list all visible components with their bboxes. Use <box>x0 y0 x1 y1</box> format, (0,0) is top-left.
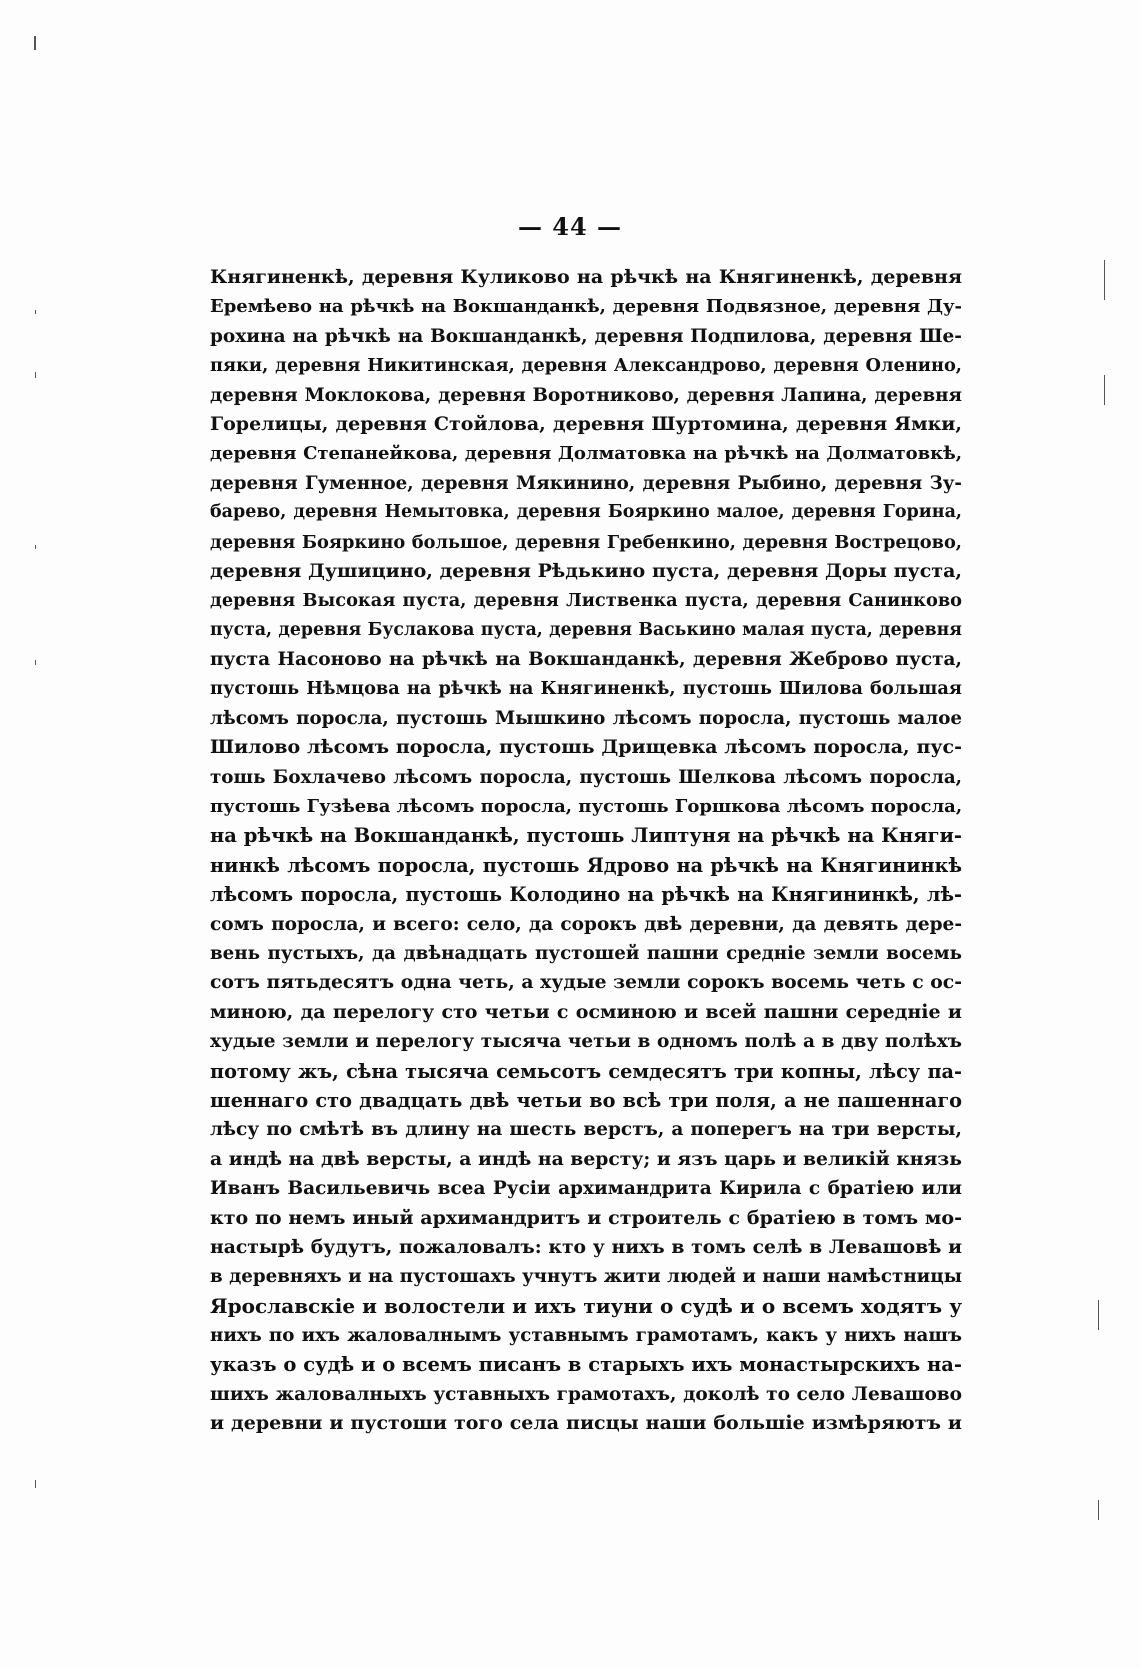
text-line: настырѣ будутъ, пожаловалъ: кто у нихъ в томъ селѣ в Левашовѣ и <box>210 1235 962 1258</box>
text-line: пуста Насоново на рѣчкѣ на Вокшанданкѣ, деревня Жеброво пуста, <box>210 649 962 671</box>
text-line: деревня Моклокова, деревня Воротниково, деревня Лапина, деревня <box>210 384 962 406</box>
scan-mark <box>35 372 36 378</box>
text-line: Княгиненкѣ, деревня Куликово на рѣчкѣ на Княгиненкѣ, деревня <box>210 266 962 288</box>
text-line: и деревни и пустоши того села писцы наши большіе измѣряютъ и <box>210 1412 962 1435</box>
text-line: кто по немъ иный архимандритъ и строитель с братіею в томъ мо- <box>210 1206 962 1229</box>
text-line: пуста, деревня Буслакова пуста, деревня Васькино малая пуста, деревня <box>210 619 962 640</box>
text-line: пустошь Нѣмцова на рѣчкѣ на Княгиненкѣ, пустошь Шилова большая <box>210 678 962 700</box>
text-line: тошь Бохлачево лѣсомъ поросла, пустошь Шелкова лѣсомъ поросла, <box>210 766 962 788</box>
text-line: пустошь Гузѣева лѣсомъ поросла, пустошь Горшкова лѣсомъ поросла, <box>210 796 962 818</box>
text-line: деревня Гуменное, деревня Мякинино, деревня Рыбино, деревня Зу- <box>210 472 962 494</box>
text-line: пяки, деревня Никитинская, деревня Александрово, деревня Оленино, <box>210 355 962 377</box>
text-line: Шилово лѣсомъ поросла, пустошь Дрищевка лѣсомъ поросла, пус- <box>210 736 962 759</box>
text-line: деревня Высокая пуста, деревня Лиственка пуста, деревня Санинково <box>210 590 962 612</box>
text-line: Горелицы, деревня Стойлова, деревня Шуртомина, деревня Ямки, <box>210 412 962 435</box>
text-line: сотъ пятьдесятъ одна четь, а худые земли сорокъ восемь четь с ос- <box>210 971 962 994</box>
text-line: рохина на рѣчкѣ на Вокшанданкѣ, деревня Подпилова, деревня Ше- <box>210 325 962 347</box>
text-line: вень пустыхъ, да двѣнадцать пустошей пашни средніе земли восемь <box>210 942 962 964</box>
text-line: Еремѣево на рѣчкѣ на Вокшанданкѣ, деревня Подвязное, деревня Ду- <box>210 296 962 318</box>
body-text <box>210 263 962 1439</box>
scan-mark <box>1098 1300 1099 1330</box>
scan-mark <box>35 660 36 665</box>
scan-mark <box>1104 260 1105 300</box>
text-line: в деревняхъ и на пустошахъ учнутъ жити людей и наши намѣстницы <box>210 1266 962 1288</box>
text-line: Ярославскіе и волостели и ихъ тиуни о судѣ и о всемъ ходятъ у <box>210 1293 962 1318</box>
text-line: деревня Душицино, деревня Рѣдькино пуста, деревня Доры пуста, <box>210 559 962 582</box>
text-line: барево, деревня Немытовка, деревня Бояркино малое, деревня Горина, <box>210 502 962 523</box>
scan-mark <box>35 310 36 314</box>
scan-mark <box>35 545 36 549</box>
text-line: деревня Степанейкова, деревня Долматовка на рѣчкѣ на Долматовкѣ, <box>210 443 962 465</box>
scan-mark <box>34 36 36 50</box>
text-line: лѣсу по смѣтѣ въ длину на шесть верстъ, а поперегъ на три версты, <box>210 1119 962 1141</box>
text-line: а индѣ на двѣ версты, а индѣ на версту; и язъ царь и великій князь <box>210 1147 962 1170</box>
text-line: деревня Бояркино большое, деревня Гребенкино, деревня Вострецово, <box>210 531 962 553</box>
text-line: на рѣчкѣ на Вокшанданкѣ, пустошь Липтуня на рѣчкѣ на Княги- <box>210 824 962 848</box>
text-line: потому жъ, сѣна тысяча семьсотъ семдесятъ три копны, лѣсу па- <box>210 1059 962 1083</box>
text-line: миною, да перелогу сто четьи с осминою и всей пашни середніе и <box>210 1000 962 1023</box>
text-line: нихъ по ихъ жаловалнымъ уставнымъ грамотамъ, какъ у нихъ нашъ <box>210 1325 962 1347</box>
text-line: лѣсомъ поросла, пустошь Мышкино лѣсомъ поросла, пустошь малое <box>210 707 962 729</box>
text-line: шеннаго сто двадцать двѣ четьи во всѣ три поля, а не пашеннаго <box>210 1088 962 1112</box>
text-line: сомъ поросла, и всего: село, да сорокъ двѣ деревни, да девять дере- <box>210 913 962 935</box>
text-line: нинкѣ лѣсомъ поросла, пустошь Ядрово на рѣчкѣ на Княгининкѣ <box>210 853 962 877</box>
text-line: лѣсомъ поросла, пустошь Колодино на рѣчкѣ на Княгининкѣ, лѣ- <box>210 883 962 907</box>
scan-mark <box>35 1480 36 1488</box>
text-line: шихъ жаловалныхъ уставныхъ грамотахъ, доколѣ то село Левашово <box>210 1383 962 1405</box>
text-line: Иванъ Васильевичь всеа Русіи архимандрита Кирила с братіею или <box>210 1178 962 1200</box>
text-line: худые земли и перелогу тысяча четьи в одномъ полѣ а в дву полѣхъ <box>210 1031 962 1053</box>
scan-mark <box>1104 375 1105 405</box>
text-line: указъ о судѣ и о всемъ писанъ в старыхъ ихъ монастырскихъ на- <box>210 1353 962 1377</box>
page-number: — 44 — <box>517 212 623 241</box>
scan-mark <box>1098 1500 1099 1520</box>
